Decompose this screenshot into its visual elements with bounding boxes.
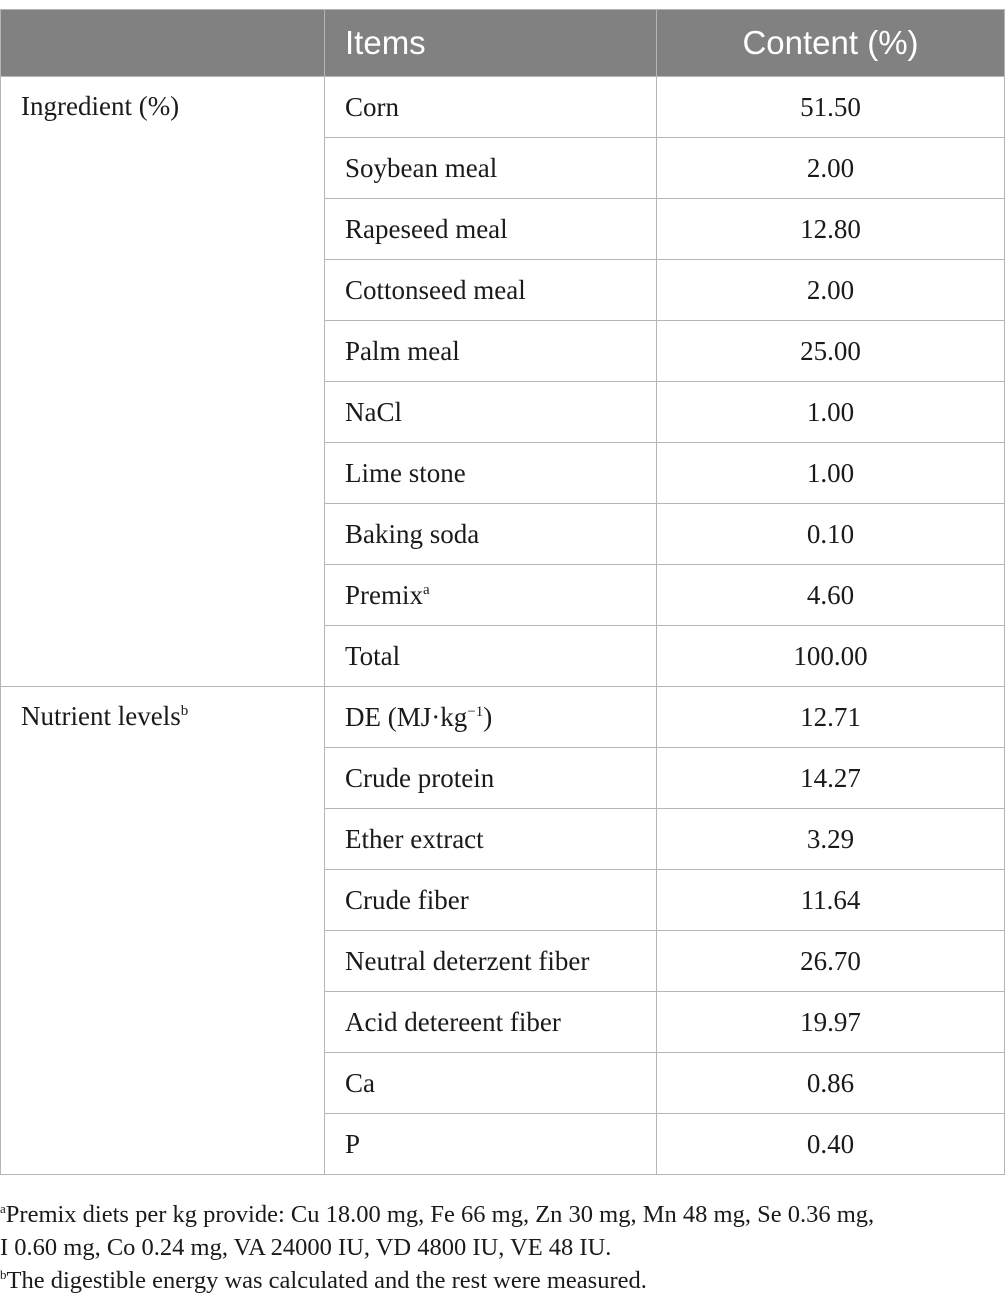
content-value: 100.00 xyxy=(657,626,1005,687)
group-label-cell xyxy=(1,77,325,687)
item-label: Lime stone xyxy=(345,457,466,488)
item-label: Premix xyxy=(345,579,423,610)
table-row xyxy=(1,687,1005,748)
content-value: 3.29 xyxy=(657,809,1005,870)
content-value: 0.40 xyxy=(657,1114,1005,1175)
header-group-cell xyxy=(1,10,325,77)
group-label: Ingredient (%) xyxy=(21,91,180,121)
content-value: 12.71 xyxy=(657,687,1005,748)
item-label: P xyxy=(345,1128,361,1159)
footnote-a-line2: I 0.60 mg, Co 0.24 mg, VA 24000 IU, VD 4800 IU, VE 48 IU. xyxy=(0,1234,612,1261)
item-cell xyxy=(325,382,657,443)
item-label: Baking soda xyxy=(345,518,480,549)
group-label-cell xyxy=(1,687,325,1175)
item-label: Palm meal xyxy=(345,335,460,366)
item-label: DE (MJ·kg xyxy=(345,701,468,732)
item-label: Total xyxy=(345,640,401,671)
item-superscript: −1 xyxy=(467,703,484,720)
item-label: Rapeseed meal xyxy=(345,213,508,244)
item-label-suffix: ) xyxy=(483,701,493,732)
item-cell xyxy=(325,1114,657,1175)
content-value: 12.80 xyxy=(657,199,1005,260)
item-cell xyxy=(325,260,657,321)
table-row xyxy=(1,77,1005,138)
content-value: 26.70 xyxy=(657,931,1005,992)
item-cell xyxy=(325,138,657,199)
item-label: NaCl xyxy=(345,396,402,427)
content-value: 0.10 xyxy=(657,504,1005,565)
footnote-a xyxy=(0,1198,1000,1264)
item-cell xyxy=(325,992,657,1053)
item-cell xyxy=(325,77,657,138)
content-value: 1.00 xyxy=(657,382,1005,443)
table-header-row xyxy=(1,10,1005,77)
content-value: 14.27 xyxy=(657,748,1005,809)
footnote-a-line1: Premix diets per kg provide: Cu 18.00 mg, Fe 66 mg, Zn 30 mg, Mn 48 mg, Se 0.36 mg, xyxy=(5,1201,875,1228)
footnote-b xyxy=(0,1264,1000,1297)
item-cell xyxy=(325,443,657,504)
header-items: Items xyxy=(325,10,657,77)
item-label: Cottonseed meal xyxy=(345,274,526,305)
item-superscript: a xyxy=(423,581,430,598)
content-value: 2.00 xyxy=(657,260,1005,321)
header-content: Content (%) xyxy=(657,10,1005,77)
item-label: Neutral deterzent fiber xyxy=(345,945,590,976)
table-body xyxy=(1,77,1005,1175)
content-value: 2.00 xyxy=(657,138,1005,199)
item-label: Soybean meal xyxy=(345,152,498,183)
content-value: 25.00 xyxy=(657,321,1005,382)
item-cell xyxy=(325,504,657,565)
content-value: 19.97 xyxy=(657,992,1005,1053)
item-label: Acid detereent fiber xyxy=(345,1006,561,1037)
item-cell xyxy=(325,321,657,382)
item-label: Corn xyxy=(345,91,399,122)
item-cell xyxy=(325,626,657,687)
content-value: 51.50 xyxy=(657,77,1005,138)
item-cell xyxy=(325,687,657,748)
item-cell xyxy=(325,931,657,992)
item-cell xyxy=(325,1053,657,1114)
item-cell xyxy=(325,809,657,870)
footnote-b-mark: b xyxy=(0,1266,7,1282)
footnote-a-mark: a xyxy=(0,1200,6,1216)
group-label: Nutrient levels xyxy=(21,701,181,731)
item-label: Ether extract xyxy=(345,823,484,854)
item-label: Crude protein xyxy=(345,762,495,793)
footnote-b-text: The digestible energy was calculated and the rest were measured. xyxy=(6,1267,647,1294)
item-cell xyxy=(325,748,657,809)
item-label: Crude fiber xyxy=(345,884,469,915)
item-cell xyxy=(325,565,657,626)
diet-composition-table xyxy=(0,9,1005,1175)
item-cell xyxy=(325,870,657,931)
content-value: 0.86 xyxy=(657,1053,1005,1114)
group-label-footnote-mark: b xyxy=(180,703,189,719)
item-label: Ca xyxy=(345,1067,375,1098)
item-cell xyxy=(325,199,657,260)
content-value: 11.64 xyxy=(657,870,1005,931)
content-value: 4.60 xyxy=(657,565,1005,626)
content-value: 1.00 xyxy=(657,443,1005,504)
